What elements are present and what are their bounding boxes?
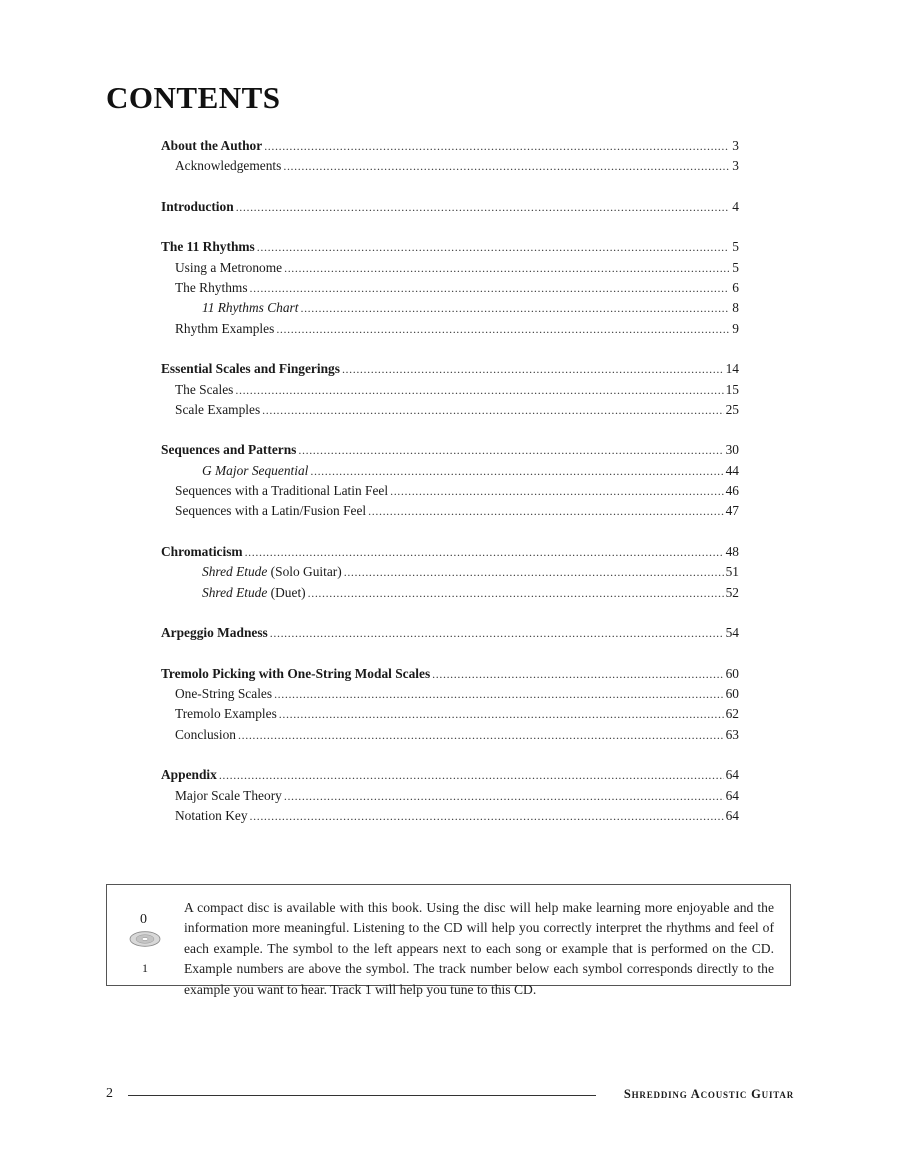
- toc-entry-title: [161, 664, 430, 684]
- dot-leader: [308, 583, 724, 603]
- toc-entry-title-text: The Scales: [175, 381, 234, 397]
- toc-entry-title: [175, 319, 274, 339]
- toc-entry-title: [175, 786, 282, 806]
- toc-section: [161, 237, 739, 338]
- toc-section: [161, 623, 739, 643]
- toc-entry-title-text: One-String Scales: [175, 686, 273, 702]
- toc-entry[interactable]: [161, 481, 739, 501]
- toc-page-number: 14: [725, 361, 739, 377]
- toc-section: [161, 197, 739, 217]
- toc-entry[interactable]: [161, 786, 739, 806]
- dot-leader: [310, 461, 723, 481]
- footer-rule: [128, 1095, 596, 1096]
- toc-page-number: 6: [732, 280, 739, 296]
- dot-leader: [432, 664, 723, 684]
- toc-page-number: 25: [725, 401, 739, 417]
- toc-entry[interactable]: [161, 359, 739, 379]
- page-number: 2: [106, 1086, 113, 1101]
- toc-entry[interactable]: [161, 278, 739, 298]
- toc-entry[interactable]: [161, 197, 739, 217]
- toc-entry-title: [175, 258, 282, 278]
- toc-entry-title-text: Tremolo Picking with One-String Modal Scales: [161, 665, 431, 681]
- cd-example-number: 0: [140, 912, 147, 927]
- dot-leader: [270, 623, 724, 643]
- toc-entry-title-text: Sequences with a Traditional Latin Feel: [175, 483, 389, 499]
- toc-entry[interactable]: [161, 380, 739, 400]
- toc-entry-title: [175, 400, 260, 420]
- toc-page-number: 60: [725, 665, 739, 681]
- toc-page-number: 64: [725, 767, 739, 783]
- toc-entry[interactable]: [161, 258, 739, 278]
- toc-page-number: 52: [725, 584, 739, 600]
- toc-entry-title: [202, 583, 306, 603]
- toc-page-number: 51: [725, 564, 739, 580]
- toc-entry-title-text: Major Scale Theory: [175, 787, 282, 803]
- toc-page-number: 15: [725, 381, 739, 397]
- toc-section: [161, 542, 739, 603]
- table-of-contents: [161, 136, 739, 846]
- running-title: Shredding Acoustic Guitar: [623, 1087, 794, 1101]
- toc-entry-title-text: Chromaticism: [161, 543, 243, 559]
- dot-leader: [344, 562, 724, 582]
- dot-leader: [284, 258, 729, 278]
- toc-entry-title-text: Using a Metronome: [175, 259, 283, 275]
- toc-entry[interactable]: [161, 704, 739, 724]
- toc-entry-title-italic: G Major Sequential: [202, 462, 309, 478]
- toc-entry-title-text: Conclusion: [175, 726, 237, 742]
- toc-entry-title: [175, 481, 388, 501]
- dot-leader: [219, 765, 724, 785]
- cd-note-box: [106, 884, 791, 997]
- toc-entry-title-text: Appendix: [161, 767, 217, 783]
- dot-leader: [368, 501, 723, 521]
- toc-entry[interactable]: [161, 501, 739, 521]
- toc-entry-title: [175, 156, 281, 176]
- toc-entry[interactable]: [161, 237, 739, 257]
- toc-page-number: 60: [725, 686, 739, 702]
- toc-section: [161, 440, 739, 521]
- toc-entry-title: [161, 136, 262, 156]
- toc-entry[interactable]: [161, 684, 739, 704]
- dot-leader: [300, 298, 729, 318]
- dot-leader: [279, 704, 724, 724]
- toc-entry-title-text: Notation Key: [175, 807, 248, 823]
- toc-entry-title-italic: Shred Etude: [202, 564, 268, 580]
- toc-entry-title: [175, 380, 233, 400]
- cd-disc-icon: [129, 931, 161, 947]
- toc-page-number: 3: [732, 138, 739, 153]
- toc-entry[interactable]: [161, 156, 739, 176]
- toc-page-number: 63: [725, 726, 739, 742]
- toc-entry-title-text: Tremolo Examples: [175, 706, 277, 722]
- toc-entry[interactable]: [161, 664, 739, 684]
- dot-leader: [284, 786, 724, 806]
- toc-page-number: 30: [725, 442, 739, 458]
- toc-entry-title: [161, 623, 268, 643]
- toc-entry-title-text: About the Author: [161, 138, 263, 153]
- toc-entry[interactable]: [161, 400, 739, 420]
- toc-page-number: 64: [725, 787, 739, 803]
- toc-entry[interactable]: [161, 319, 739, 339]
- toc-entry-title: [161, 197, 234, 217]
- toc-entry-title: [161, 542, 243, 562]
- toc-section: [161, 664, 739, 745]
- page-footer: [106, 1086, 796, 1106]
- dot-leader: [236, 197, 729, 217]
- toc-entry-title: [161, 359, 340, 379]
- toc-entry[interactable]: [161, 461, 739, 481]
- toc-page-number: 54: [725, 625, 739, 641]
- dot-leader: [250, 278, 729, 298]
- dot-leader: [238, 725, 724, 745]
- toc-section: [161, 359, 739, 420]
- toc-entry[interactable]: [161, 725, 739, 745]
- toc-entry-title: [202, 461, 308, 481]
- dot-leader: [262, 400, 723, 420]
- toc-section: [161, 765, 739, 826]
- dot-leader: [390, 481, 724, 501]
- dot-leader: [250, 806, 724, 826]
- toc-page-number: 62: [725, 706, 739, 722]
- toc-entry-title: [202, 562, 342, 582]
- toc-page-number: 3: [732, 158, 739, 174]
- toc-entry-title: [161, 440, 296, 460]
- toc-entry[interactable]: [161, 542, 739, 562]
- toc-entry[interactable]: [161, 136, 739, 156]
- toc-page-number: 4: [732, 198, 739, 214]
- toc-page-number: 5: [732, 239, 739, 255]
- toc-entry-title: [175, 806, 248, 826]
- toc-entry[interactable]: [161, 440, 739, 460]
- toc-entry[interactable]: [161, 298, 739, 318]
- toc-section: [161, 136, 739, 177]
- toc-page-number: 8: [732, 300, 739, 316]
- dot-leader: [342, 359, 724, 379]
- toc-page-number: 44: [725, 462, 739, 478]
- toc-entry-title-text: (Duet): [267, 584, 306, 600]
- toc-entry-title-text: Arpeggio Madness: [161, 625, 268, 641]
- toc-entry[interactable]: [161, 806, 739, 826]
- toc-entry-title: [175, 704, 277, 724]
- toc-entry-title: [161, 237, 255, 257]
- toc-entry-title-text: Rhythm Examples: [175, 320, 275, 336]
- toc-entry-title: [161, 765, 217, 785]
- toc-page-number: 64: [725, 807, 739, 823]
- dot-leader: [298, 440, 723, 460]
- dot-leader: [274, 684, 724, 704]
- dot-leader: [257, 237, 729, 257]
- toc-entry-title-text: The 11 Rhythms: [161, 239, 255, 255]
- toc-page-number: 9: [732, 320, 739, 336]
- toc-entry-title-text: (Solo Guitar): [267, 564, 342, 580]
- toc-entry-title: [175, 501, 366, 521]
- toc-entry-title-text: Scale Examples: [175, 401, 261, 417]
- toc-entry-title: [175, 684, 272, 704]
- toc-entry-title: [202, 298, 298, 318]
- toc-entry[interactable]: [161, 623, 739, 643]
- cd-track-number: 1: [142, 961, 148, 975]
- toc-entry[interactable]: [161, 583, 739, 603]
- toc-entry-title-text: Sequences with a Latin/Fusion Feel: [175, 503, 367, 519]
- toc-entry-title-italic: Shred Etude: [202, 584, 268, 600]
- dot-leader: [235, 380, 723, 400]
- page-title: CONTENTS: [106, 80, 281, 115]
- toc-entry-title-text: Essential Scales and Fingerings: [161, 361, 340, 377]
- toc-entry-title: [175, 278, 248, 298]
- toc-entry-title-text: Sequences and Patterns: [161, 442, 297, 458]
- toc-page-number: 47: [725, 503, 739, 519]
- toc-entry-title-text: Acknowledgements: [175, 158, 282, 174]
- dot-leader: [264, 136, 729, 156]
- toc-entry-title-italic: 11 Rhythms Chart: [202, 300, 299, 316]
- toc-entry-title: [175, 725, 236, 745]
- dot-leader: [276, 319, 729, 339]
- toc-entry-title-text: Introduction: [161, 198, 234, 214]
- dot-leader: [283, 156, 729, 176]
- toc-entry-title-text: The Rhythms: [175, 280, 248, 296]
- cd-note-text: A compact disc is available with this book. Using the disc will help make learning more enjoyable and the information more meaningful. Listening to the CD will help you correctly interpret the rhythms and feel of each example. The symbol to the left appears next to each song or example that is performed on the CD. Example numbers are above the symbol. The track number below each symbol corresponds directly to the example you want to hear. Track 1 will help you tune to this CD.: [184, 900, 774, 997]
- toc-page-number: 46: [725, 483, 739, 499]
- toc-entry[interactable]: [161, 765, 739, 785]
- toc-page-number: 5: [732, 259, 739, 275]
- toc-entry[interactable]: [161, 562, 739, 582]
- dot-leader: [245, 542, 724, 562]
- toc-page-number: 48: [725, 543, 739, 559]
